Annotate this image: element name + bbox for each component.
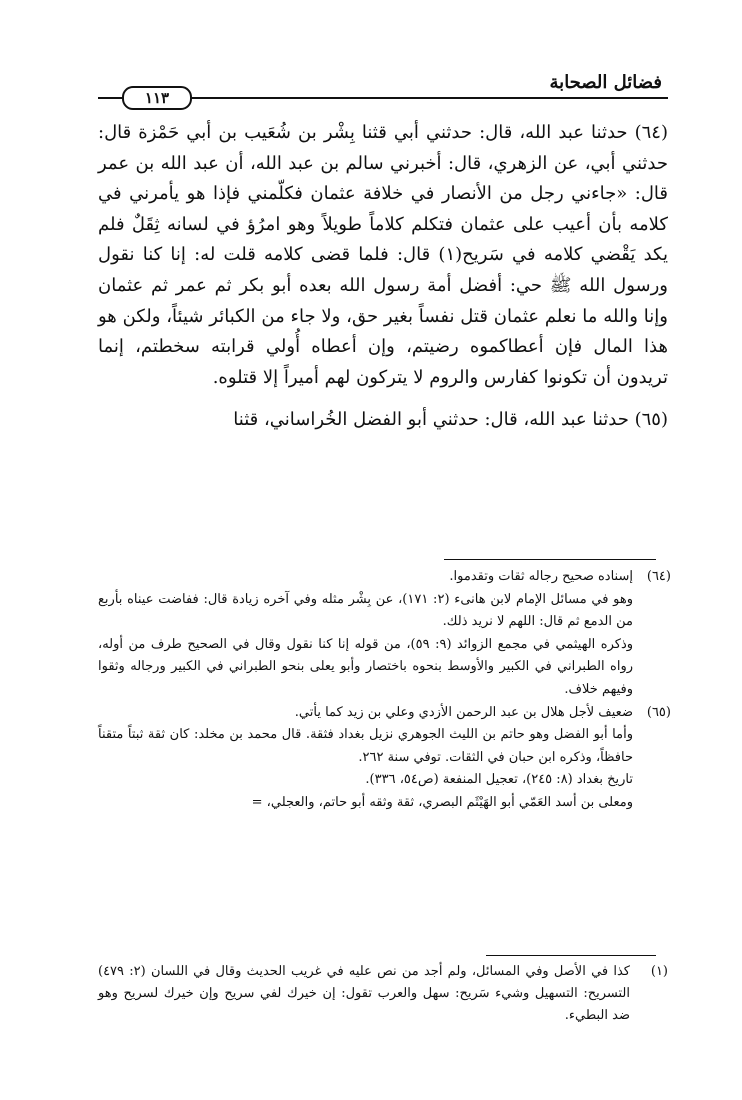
main-text (98, 118, 668, 436)
note-64-para-3: وذكره الهيثمي في مجمع الزوائد (٩: ٥٩)، من قوله إنا كنا نقول وقال في الصحيح طرف من أوله، رواه الطبراني في الكبير والأوسط بنحوه باختصار وأبو يعلى بنحو الطبراني في الكبير ورجاله وثقوا وفيهم خلاف. (98, 636, 634, 697)
note-65-first: ضعيف لأجل هلال بن عبد الرحمن الأزدي وعلي بن زيد كما يأتي. (294, 704, 633, 720)
footnote-separator (486, 955, 656, 956)
commentary-notes (98, 566, 671, 815)
footnotes (98, 961, 668, 1027)
note-64-first: إسناده صحيح رجاله ثقات وتقدموا. (449, 569, 633, 584)
note-64-para-2: وهو في مسائل الإمام لابن هانىء (٢: ١٧١)، عن بِشْر مثله وفي آخره زيادة قال: ففاضت عيناه بأربع من الدمع ثم قال: اللهم لا نريد ذلك. (98, 591, 634, 630)
footnote-1 (98, 961, 668, 1027)
footnote-1-number: (١) (650, 964, 668, 979)
paragraph-64: (٦٤) حدثنا عبد الله، قال: حدثني أبي قثنا بِشْر بن شُعَيب بن أبي حَمْزة قال: حدثني أبي، عن الزهري، قال: أخبرني سالم بن عبد الله، أن عبد الله بن عمر قال: «جاءني رجل من الأنصار في خلافة عثمان فكلّمني فإذا هو يأمرني في كلامه بأن أعيب على عثمان فتكلم كلاماً طويلاً وهو امرُؤ في لسانه ثِقَلٌ فلم يكد يَقْضي كلامه في سَريح(١) قال: فلما قضى كلامه قلت له: إنا كنا نقول ورسول الله ﷺ حي: أفضل أمة رسول الله بعده أبو بكر ثم عمر ثم عثمان وإنا والله ما نعلم عثمان قتل نفساً بغير حق، ولا جاء من الكبائر شيئاً، ولكن هو هذا المال فإن أعطاكموه رضيتم، وإن أعطاه أُولي قرابته سخطتم، إنما تريدون أن تكونوا كفارس والروم لا يتركون لهم أميراً إلا قتلوه. (98, 122, 668, 388)
running-title: فضائل الصحابة (549, 72, 662, 93)
page-number: ١١٣ (122, 86, 192, 110)
note-64-header (98, 566, 671, 589)
page-header (98, 70, 668, 108)
note-65-para-3: تاريخ بغداد (٨: ٢٤٥)، تعجيل المنفعة (ص٥٤، ٣٣٦). (365, 772, 633, 788)
notes-separator (444, 559, 656, 560)
note-65-header (98, 702, 671, 725)
note-65-para-4: ومعلى بن أسد العَمّي أبو الهَيْثَم البصري، ثقة وثقه أبو حاتم، والعجلي، = (251, 794, 633, 810)
note-65-number: (٦٥) (646, 704, 671, 720)
note-65-para-2: وأما أبو الفضل وهو حاتم بن الليث الجوهري نزيل بغداد فثقة. قال محمد بن مخلد: كان ثقة ثبتاً متقناً حافظاً، وذكره ابن حبان في الثقات. توفي سنة ٢٦٢. (98, 727, 633, 765)
footnote-1-text: كذا في الأصل وفي المسائل، ولم أجد من نص عليه في غريب الحديث وقال في اللسان (٢: ٤٧٩) التسريح: التسهيل وشيء سَريح: سهل والعرب تقول: إن خيرك لفي سريح وإن خيرك لسريح وهو ضد البطيء. (98, 964, 630, 1023)
note-64-number: (٦٤) (646, 569, 671, 584)
paragraph-65: (٦٥) حدثنا عبد الله، قال: حدثني أبو الفضل الخُراساني، قثنا (233, 409, 668, 431)
